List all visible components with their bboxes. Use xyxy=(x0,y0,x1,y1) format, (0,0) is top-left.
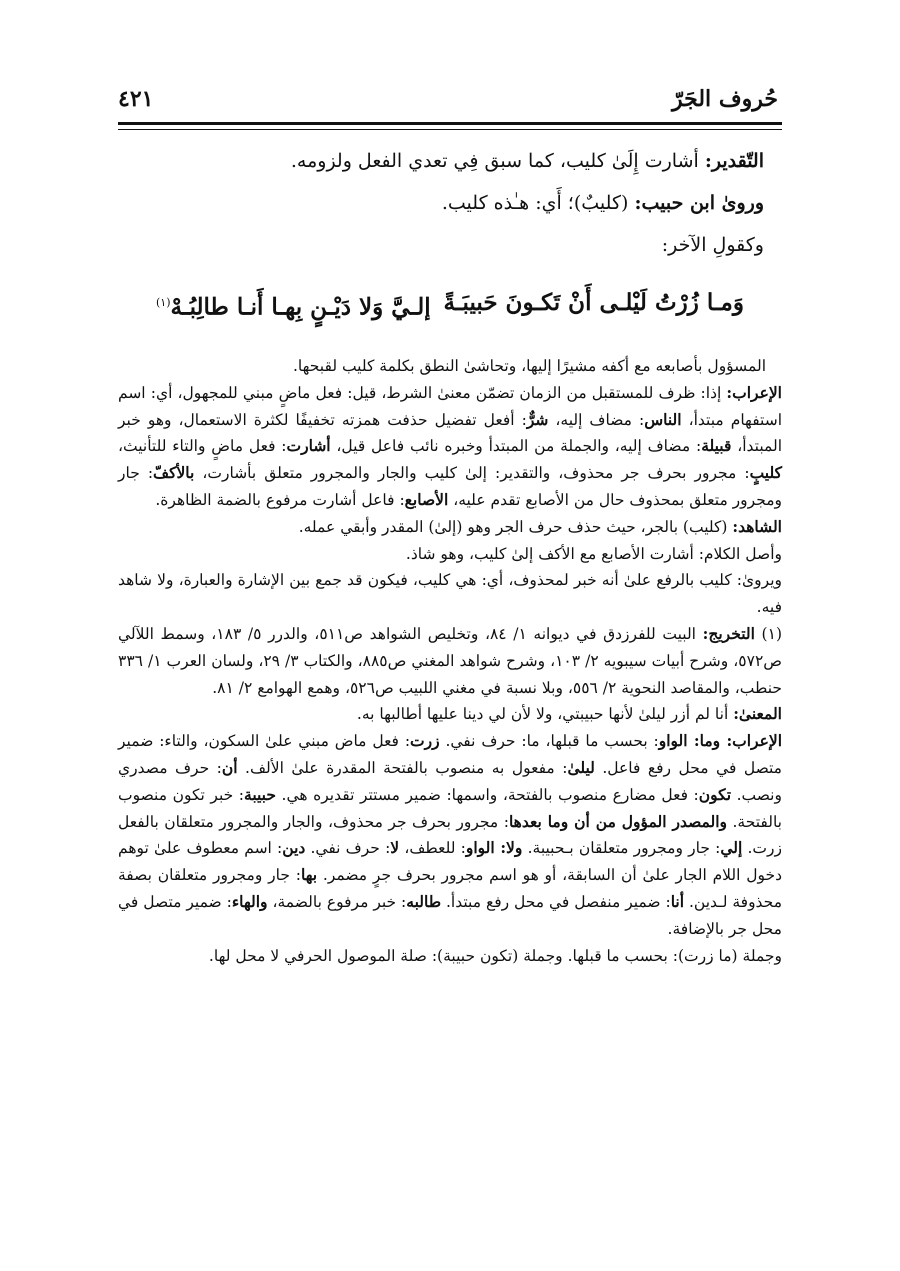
note-text: : جار ومجرور متعلقان بـحبيبة. xyxy=(522,839,721,858)
note-term: حبيبة xyxy=(244,784,276,804)
takhrij-label: التخريج: xyxy=(702,623,755,643)
note-term: والمصدر المؤول من أن وما بعدها xyxy=(508,811,728,831)
riwaya-line xyxy=(124,190,764,217)
taqdir-text: أشارت إِلَىٰ كليب، كما سبق فِي تعدي الفعل ولزومه. xyxy=(290,150,705,172)
header-rule-thick xyxy=(118,122,782,125)
note-term: ولا: الواو xyxy=(465,838,523,858)
riwaya-label: وروىٰ ابن حبيب: xyxy=(634,192,764,214)
note-text: : ضمير منفصل في محل رفع مبتدأ. xyxy=(441,892,671,911)
note-text: : فعل مضارع منصوب بالفتحة، واسمها: ضمير مستتر تقديره هي. xyxy=(275,785,699,804)
note-text: : جار ومجرور متعلق بمحذوف حال من الأصابع تقدم عليه، xyxy=(118,464,782,509)
note-text: : ضمير متصل في محل جر بالإضافة. xyxy=(118,892,782,938)
taqdir-line xyxy=(124,148,764,175)
note-term: أن xyxy=(221,757,238,777)
note-text: إذا: ظرف للمستقبل من الزمان تضمّن معنىٰ الشرط، قيل: فعل ماضٍ مبني للمجهول، أي: اسم استفهام مبتدأ، xyxy=(118,383,783,429)
taqdir-label: التّقدير: xyxy=(704,150,764,172)
verse-hemistich-second xyxy=(156,286,431,325)
note-term: بها xyxy=(300,865,318,885)
note-last: وجملة (ما زرت): بحسب ما قبلها. وجملة (تكون حبيبة): صلة الموصول الحرفي لا محل لها. xyxy=(208,946,782,965)
note-term: دين xyxy=(282,838,306,858)
note-term: طالبه xyxy=(406,891,442,911)
note-shahid xyxy=(118,514,782,541)
footnote-reference: (١) xyxy=(156,296,171,309)
note-meaning xyxy=(118,701,782,728)
note-term: شرٌّ xyxy=(526,409,549,429)
note-text: : مضاف إليه، xyxy=(548,410,645,429)
meaning-text: أنا لم أزر ليلىٰ لأنها حبيبتي، ولا لأن لي دينا عليها أطالبها به. xyxy=(356,705,734,724)
note-text: : فعل ماضٍ والتاء للتأنيث، xyxy=(118,437,287,456)
footnote-1 xyxy=(118,621,782,701)
meaning-label: المعنىٰ: xyxy=(733,704,782,724)
intro-line: وكقولِ الآخر: xyxy=(661,234,764,256)
note-term: أشارت xyxy=(286,436,331,456)
note-term: الناس xyxy=(644,409,682,429)
takhrij-text: البيت للفرزدق في ديوانه ١/ ٨٤، وتخليص الشواهد ص٥١١، والدرر ٥/ ١٨٣، وسمط اللآلي ص٥٧٢، وشرح أبيات سيبويه ٢/ ١٠٣، وشرح شواهد المغني ص٨٨٥، والكتاب ٣/ ٢٩، ولسان العرب ١/ ٣٣٦ حنطب، والمقاصد النحوية ٢/ ٥٥٦، وبلا نسبة في مغني اللبيب ص٥٢٦، وهمع الهوامع ٢/ ٨١. xyxy=(118,624,783,697)
note-term: تكون xyxy=(698,784,732,804)
verse-hemistich-first: وَمـا زُرْتُ لَيْلـى أَنْ تَكـونَ حَبيبَـةً xyxy=(443,289,744,316)
note-text: : خبر تكون منصوب بالفتحة. xyxy=(118,785,783,831)
note-irab-2 xyxy=(118,728,782,942)
running-header-title: حُروف الجَرّ xyxy=(672,86,778,112)
main-text xyxy=(124,148,764,274)
note-continuation: المسؤول بأصابعه مع أكفه مشيرًا إليها، وتحاشىٰ النطق بكلمة كليب لقبحها. xyxy=(293,357,766,375)
note-text: : أفعل تفضيل حذفت همزته تخفيفًا لكثرة الاستعمال، وهو خبر المبتدأ، xyxy=(118,410,783,456)
note-term: لا xyxy=(390,838,400,858)
note-term: قبيلة xyxy=(701,436,732,456)
shahid-label: الشاهد: xyxy=(732,516,782,536)
shahid-text: (كليب) بالجر، حيث حذف حرف الجر وهو (إلىٰ) المقدر وأبقي عمله. xyxy=(298,517,733,536)
note-text: : فاعل أشارت مرفوع بالضمة الظاهرة. xyxy=(155,490,405,509)
note-text: : بحسب ما قبلها، ما: حرف نفي. xyxy=(439,732,659,751)
note-term: أنا xyxy=(670,891,685,911)
note-text: : فعل ماض مبني علىٰ السكون، والتاء: ضمير متصل في محل رفع فاعل. xyxy=(118,732,782,777)
note-text: : خبر مرفوع بالضمة، xyxy=(267,892,407,911)
note-term: إلي xyxy=(720,838,743,858)
footnotes xyxy=(118,353,782,969)
note-term: الأصابع xyxy=(404,489,449,509)
header-rule-thin xyxy=(118,129,782,130)
note-riwaya: ويروىٰ: كليب بالرفع علىٰ أنه خبر لمحذوف، أي: هي كليب، فيكون قد جمع بين الإشارة والعبارة، ولا شاهد فيه. xyxy=(118,571,782,617)
riwaya-text: (كليبٌ)؛ أَي: هـٰذه كليب. xyxy=(441,192,635,214)
note-term: والهاء xyxy=(231,891,268,911)
note-text: : اسم معطوف علىٰ توهم دخول اللام الجار علىٰ أن السابقة، أو هو اسم مجرور بحرف جرٍ مضمر. xyxy=(118,839,782,885)
note-irab-1 xyxy=(118,380,782,514)
poetry-verse xyxy=(156,286,744,325)
note-text: : حرف مصدري ونصب. xyxy=(118,758,782,804)
note-text: : للعطف، xyxy=(399,839,466,858)
verse-second-text: إلـيَّ وَلا دَيْـنٍ بِهـا أَنـا طالِبُـهْ xyxy=(170,293,431,321)
note-text: : مجرور بحرف جر محذوف، والجار والمجرور متعلقان بالفعل زرت. xyxy=(118,812,782,858)
note-text: : حرف نفي. xyxy=(305,839,391,858)
irab-label: الإعراب: xyxy=(726,382,782,402)
note-term: ليلىٰ xyxy=(567,757,595,777)
note-text: : جار ومجرور متعلقان بصفة محذوفة لـدين. xyxy=(118,866,782,911)
note-asl: وأصل الكلام: أشارت الأصابع مع الأكف إلىٰ كليب، وهو شاذ. xyxy=(405,544,782,563)
note-term: زرت xyxy=(410,731,440,751)
page-number: ٤٢١ xyxy=(118,86,154,112)
note-text: : مفعول به منصوب بالفتحة المقدرة علىٰ الألف. xyxy=(237,758,568,777)
note-term: كليبٍ xyxy=(749,463,782,483)
irab2-label: الإعراب: xyxy=(726,731,783,751)
note-text: : مضاف إليه، والجملة من المبتدأ وخبره نائب فاعل قيل، xyxy=(330,437,702,456)
note-term: بالأكفّ xyxy=(153,463,195,483)
footnote-1-mark: (١) xyxy=(761,624,782,643)
note-text: : مجرور بحرف جر محذوف، والتقدير: إلىٰ كليب والجار والمجرور متعلق بأشارت، xyxy=(194,464,750,483)
note-term: وما: الواو xyxy=(658,731,727,751)
